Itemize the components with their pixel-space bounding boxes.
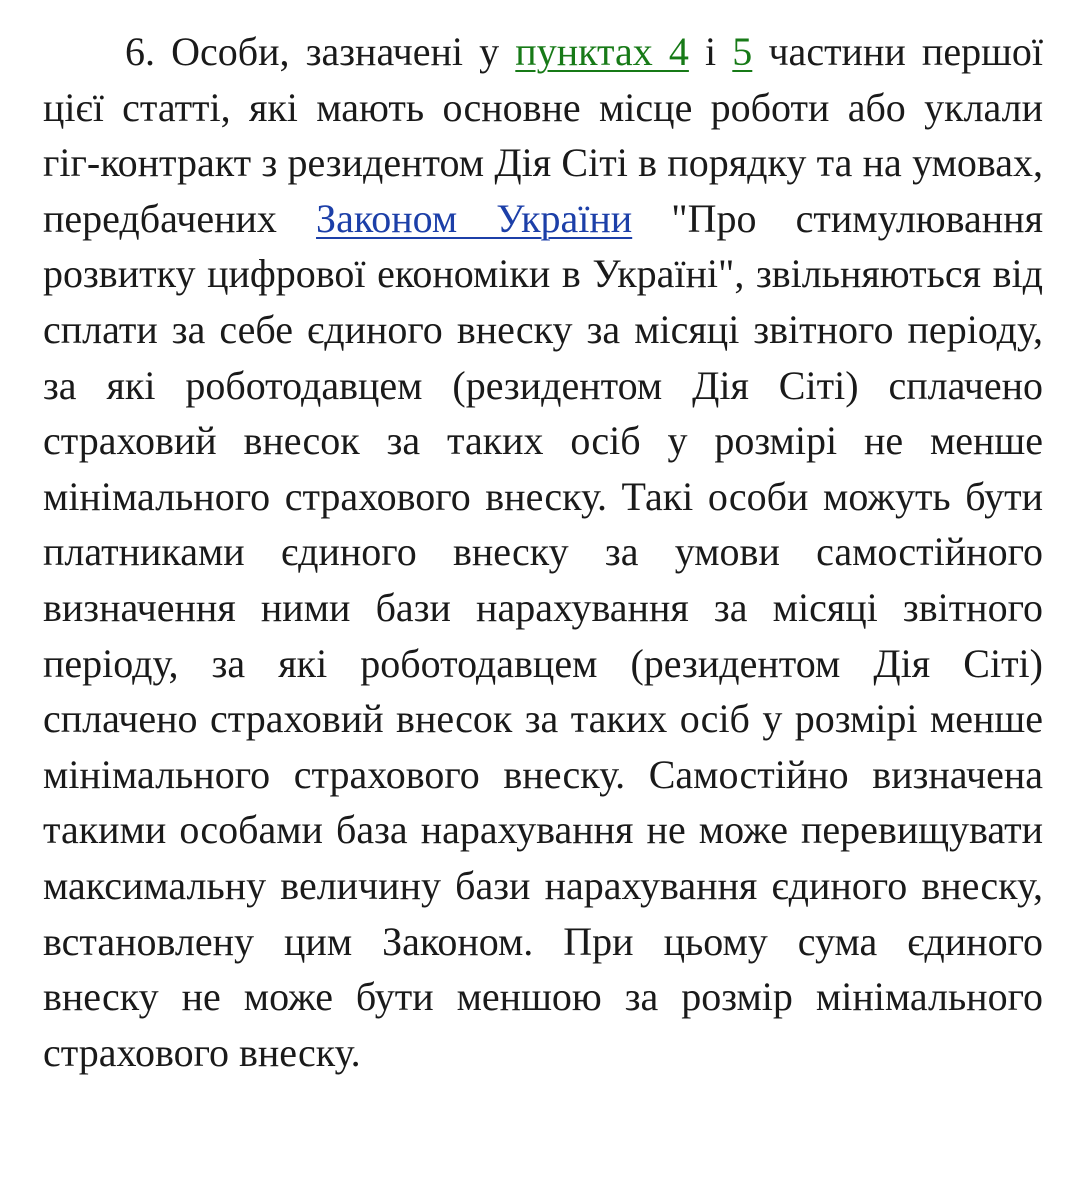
link-law-of-ukraine[interactable]: Законом України (316, 195, 633, 241)
document-body (43, 24, 1043, 1080)
link-points-4[interactable]: пунктах 4 (515, 29, 689, 74)
paragraph-text-intro: 6. Особи, зазначені у (125, 29, 516, 74)
paragraph-text-and: і (688, 29, 733, 74)
paragraph-text-body: "Про стимулювання розвитку цифрової економіки в Україні", звільняються від сплати за себе єдиного внеску за місяці звітного періоду, за які роботодавцем (резидентом Дія Сіті) сплачено страховий внесок за таких осіб у розмірі не менше мінімального страхового внеску. Такі особи можуть бути платниками єдиного внеску за умови самостійного визначення ними бази нарахування за місяці звітного періоду, за які роботодавцем (резидентом Дія Сіті) сплачено страховий внесок за таких осіб у розмірі менше мінімального страхового внеску. Самостійно визначена такими особами база нарахування не може перевищувати максимальну величину бази нарахування єдиного внеску, встановлену цим Законом. При цьому сума єдиного внеску не може бути меншою за розмір мінімального страхового внеску. (43, 195, 1043, 1075)
article-paragraph-6 (43, 24, 1043, 1080)
link-point-5[interactable]: 5 (732, 29, 753, 74)
paragraph-text-middle: частини першої цієї статті, які мають основне місце роботи або уклали гіг-контракт з резидентом Дія Сіті в порядку та на умовах, передбачених (43, 29, 1043, 241)
